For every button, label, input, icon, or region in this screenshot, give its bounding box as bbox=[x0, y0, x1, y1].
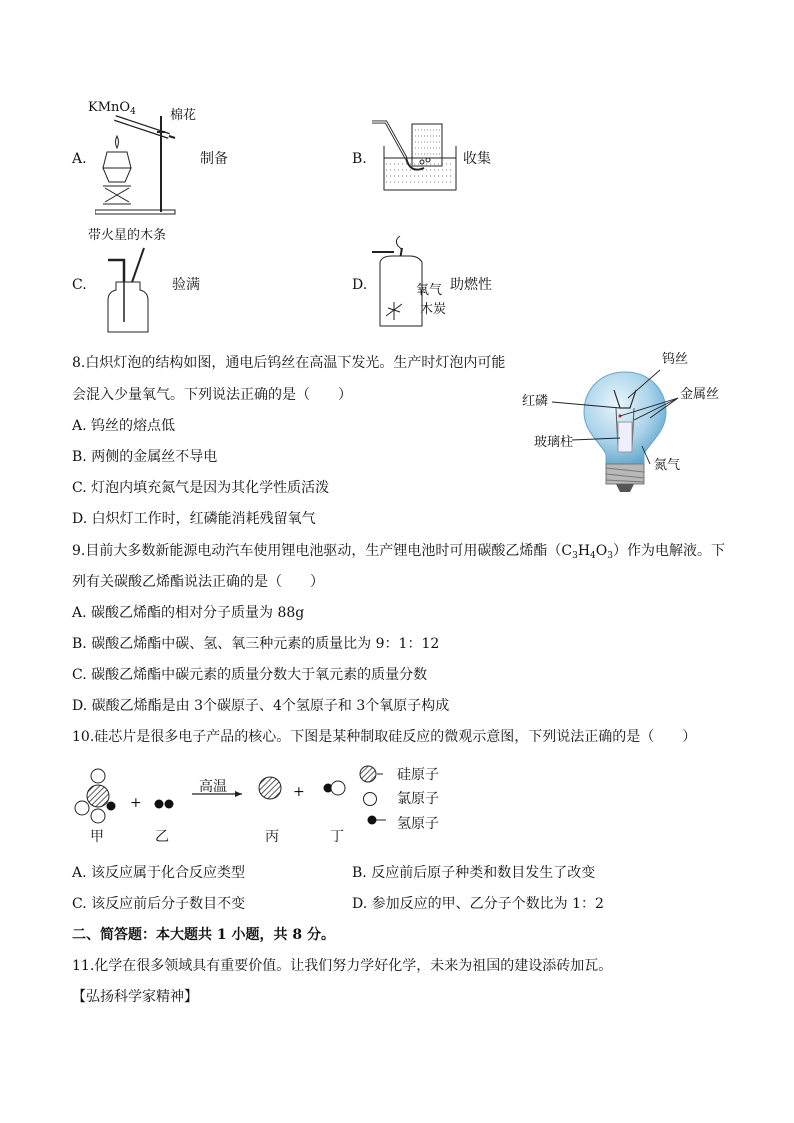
chlorine-atom bbox=[91, 809, 105, 823]
kmno4-heating-apparatus bbox=[95, 112, 180, 220]
kmno4-label: KMnO$_4$ bbox=[88, 100, 136, 117]
q8-option-c: C. 灯泡内填充氮气是因为其化学性质活泼 bbox=[72, 480, 330, 496]
option-a-caption: 制备 bbox=[200, 151, 228, 167]
chlorine-atom bbox=[75, 801, 89, 815]
legend-chlorine-symbol bbox=[364, 793, 377, 806]
plus-sign-1: + bbox=[130, 795, 142, 811]
molecule-ding bbox=[324, 781, 346, 795]
charcoal-label: 木炭 bbox=[420, 302, 447, 317]
name-bing: 丙 bbox=[265, 829, 279, 845]
name-jia: 甲 bbox=[90, 829, 104, 845]
arrow-head bbox=[235, 791, 242, 797]
q8-stem-line1: 8.白炽灯泡的结构如图，通电后钨丝在高温下发光。生产时灯泡内可能 bbox=[72, 355, 506, 371]
option-c-letter: C. bbox=[72, 277, 87, 293]
metal-wire-label: 金属丝 bbox=[680, 387, 720, 402]
plus-sign-2: + bbox=[293, 784, 305, 800]
q8-option-b: B. 两侧的金属丝不导电 bbox=[72, 449, 218, 465]
molecule-yi bbox=[155, 800, 174, 809]
cotton-label: 棉花 bbox=[170, 108, 197, 123]
gas-collection-apparatus bbox=[368, 118, 460, 194]
sub-heading: 【弘扬科学家精神】 bbox=[72, 989, 198, 1005]
legend-silicon-symbol bbox=[360, 766, 376, 782]
q9-option-a: A. 碳酸乙烯酯的相对分子质量为 88g bbox=[72, 605, 305, 621]
glowing-stick-label: 带火星的木条 bbox=[88, 228, 167, 243]
option-a-letter: A. bbox=[72, 151, 87, 167]
legend-hydrogen: 氢原子 bbox=[397, 816, 439, 832]
legend-chlorine: 氯原子 bbox=[397, 791, 439, 807]
light-bulb-leader-lines bbox=[550, 360, 690, 470]
option-b-caption: 收集 bbox=[463, 151, 491, 167]
q9-option-d: D. 碳酸乙烯酯是由 3个碳原子、4个氢原子和 3个氧原子构成 bbox=[72, 698, 450, 714]
q8-stem-line2: 会混入少量氧气。下列说法正确的是（ ） bbox=[72, 387, 352, 403]
section-heading: 二、简答题：本大题共 1 小题，共 8 分。 bbox=[72, 927, 335, 943]
q10-option-b: B. 反应前后原子种类和数目发生了改变 bbox=[352, 865, 596, 881]
molecule-bing-silicon bbox=[259, 777, 281, 799]
hydrogen-atom bbox=[155, 800, 164, 809]
q8-option-d: D. 白炽灯工作时，红磷能消耗残留氧气 bbox=[72, 511, 316, 527]
reaction-condition: 高温 bbox=[199, 779, 227, 795]
q9-stem-line2: 列有关碳酸乙烯酯说法正确的是（ ） bbox=[72, 574, 324, 590]
oxygen-label: 氧气 bbox=[416, 283, 443, 298]
glass-rod-label: 玻璃柱 bbox=[534, 435, 574, 450]
q9-stem-line1: 9.目前大多数新能源电动汽车使用锂电池驱动，生产锂电池时可用碳酸乙烯酯$(C_3H_4O_3)$作为电解液。下 bbox=[72, 543, 725, 561]
q10-stem: 10.硅芯片是很多电子产品的核心。下图是某种制取硅反应的微观示意图，下列说法正确的是（ ） bbox=[72, 729, 697, 745]
red-phosphorus-label: 红磷 bbox=[522, 394, 549, 409]
legend-silicon: 硅原子 bbox=[397, 767, 439, 783]
q10-option-c: C. 该反应前后分子数目不变 bbox=[72, 896, 246, 912]
q9-option-b: B. 碳酸乙烯酯中碳、氢、氧三种元素的质量比为 9：1：12 bbox=[72, 636, 440, 652]
nitrogen-label: 氮气 bbox=[654, 458, 681, 473]
hydrogen-atom bbox=[165, 800, 174, 809]
hydrogen-atom bbox=[107, 802, 116, 811]
option-d-letter: D. bbox=[352, 277, 368, 293]
q10-option-d: D. 参加反应的甲、乙分子个数比为 1：2 bbox=[352, 896, 604, 912]
oxygen-full-test-apparatus bbox=[100, 246, 156, 336]
option-b-letter: B. bbox=[352, 151, 367, 167]
legend-hydrogen-symbol bbox=[368, 816, 377, 825]
chlorine-atom bbox=[91, 769, 105, 783]
q11-stem: 11.化学在很多领域具有重要价值。让我们努力学好化学，未来为祖国的建设添砖加瓦。 bbox=[72, 958, 613, 974]
molecule-jia bbox=[75, 769, 116, 823]
option-d-caption: 助燃性 bbox=[450, 277, 492, 293]
q10-option-a: A. 该反应属于化合反应类型 bbox=[72, 865, 246, 881]
q9-option-c: C. 碳酸乙烯酯中碳元素的质量分数大于氧元素的质量分数 bbox=[72, 667, 428, 683]
option-c-caption: 验满 bbox=[172, 277, 200, 293]
tungsten-label: 钨丝 bbox=[662, 352, 689, 367]
reaction-diagram bbox=[70, 764, 450, 828]
q8-option-a: A. 钨丝的熔点低 bbox=[72, 418, 176, 434]
chlorine-atom bbox=[331, 781, 345, 795]
silicon-atom bbox=[87, 785, 109, 807]
name-ding: 丁 bbox=[330, 829, 344, 845]
name-yi: 乙 bbox=[155, 829, 169, 845]
